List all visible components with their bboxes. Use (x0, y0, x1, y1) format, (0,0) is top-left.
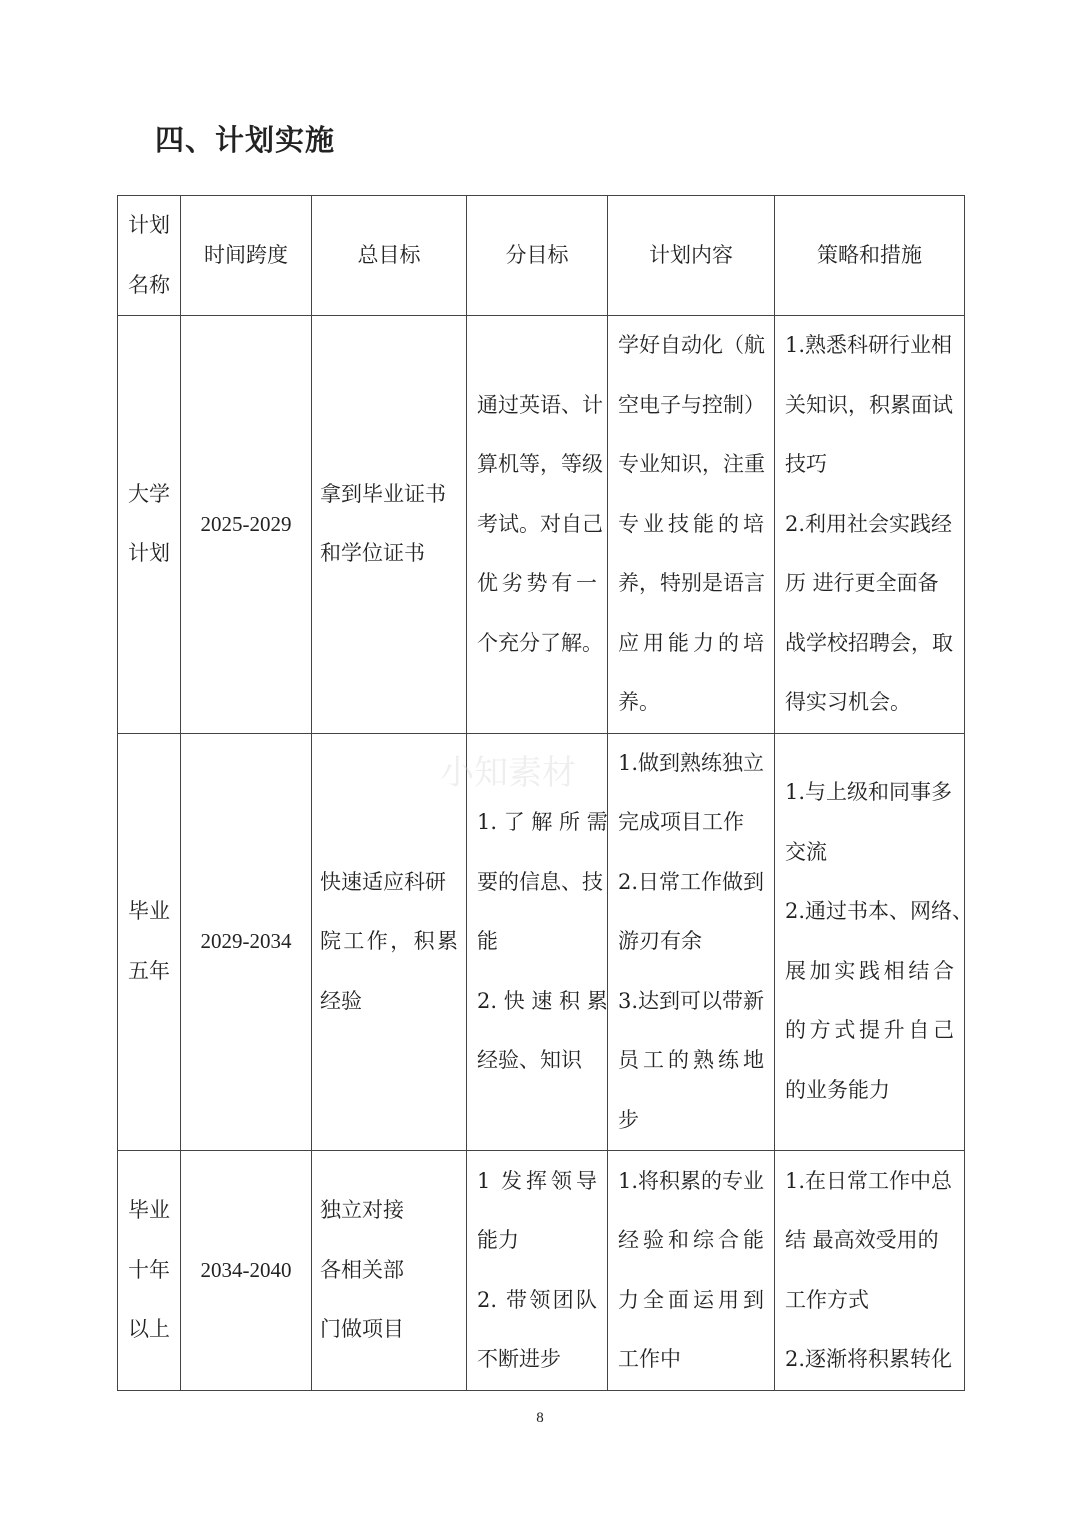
header-time-span: 时间跨度 (181, 196, 312, 316)
plan-name-cell: 毕业 五年 (118, 733, 181, 1151)
time-span-cell: 2029-2034 (181, 733, 312, 1151)
table-row (118, 316, 965, 734)
header-plan-content: 计划内容 (608, 196, 775, 316)
overall-goal-cell: 独立对接 各相关部 门做项目 (312, 1151, 467, 1391)
header-strategy: 策略和措施 (775, 196, 965, 316)
strategy-cell: 1.与上级和同事多 交流 2.通过书本、网络、 展加实践相结合 的方式提升自己 的业务能力 (775, 733, 965, 1151)
time-span-cell: 2034-2040 (181, 1151, 312, 1391)
table-row (118, 1151, 965, 1391)
plan-name-cell: 大学 计划 (118, 316, 181, 734)
sub-goal-cell: 1 发挥领导 能力 2. 带领团队 不断进步 (467, 1151, 608, 1391)
sub-goal-cell: 通过英语、计 算机等，等级 考试。对自己 优劣势有一 个充分了解。 (467, 316, 608, 734)
table-row (118, 733, 965, 1151)
plan-content-cell: 1.做到熟练独立 完成项目工作 2.日常工作做到 游刃有余 3.达到可以带新 员工的熟练地 步 (608, 733, 775, 1151)
time-span-cell: 2025-2029 (181, 316, 312, 734)
plan-content-cell: 学好自动化（航 空电子与控制） 专业知识，注重 专业技能的培 养，特别是语言 应用能力的培 养。 (608, 316, 775, 734)
plan-content-cell: 1.将积累的专业 经验和综合能 力全面运用到 工作中 (608, 1151, 775, 1391)
plan-name-cell: 毕业 十年 以上 (118, 1151, 181, 1391)
header-overall-goal: 总目标 (312, 196, 467, 316)
table-header-row (118, 196, 965, 316)
watermark-logo: 小知素材 (440, 753, 576, 793)
header-plan-name: 计划 名称 (118, 196, 181, 316)
page-number: 8 (536, 1410, 544, 1426)
strategy-cell: 1.熟悉科研行业相 关知识，积累面试 技巧 2.利用社会实践经 历 进行更全面备 战学校招聘会，取 得实习机会。 (775, 316, 965, 734)
overall-goal-cell: 快速适应科研 院工作，积累 经验 (312, 733, 467, 1151)
sub-goal-cell: 1. 了 解 所 需 要的信息、技 能 2. 快 速 积 累 经验、知识 (467, 733, 608, 1151)
header-sub-goal: 分目标 (467, 196, 608, 316)
section-heading: 四、计划实施 (155, 123, 336, 157)
overall-goal-cell: 拿到毕业证书 和学位证书 (312, 316, 467, 734)
strategy-cell: 1.在日常工作中总 结 最高效受用的 工作方式 2.逐渐将积累转化 (775, 1151, 965, 1391)
